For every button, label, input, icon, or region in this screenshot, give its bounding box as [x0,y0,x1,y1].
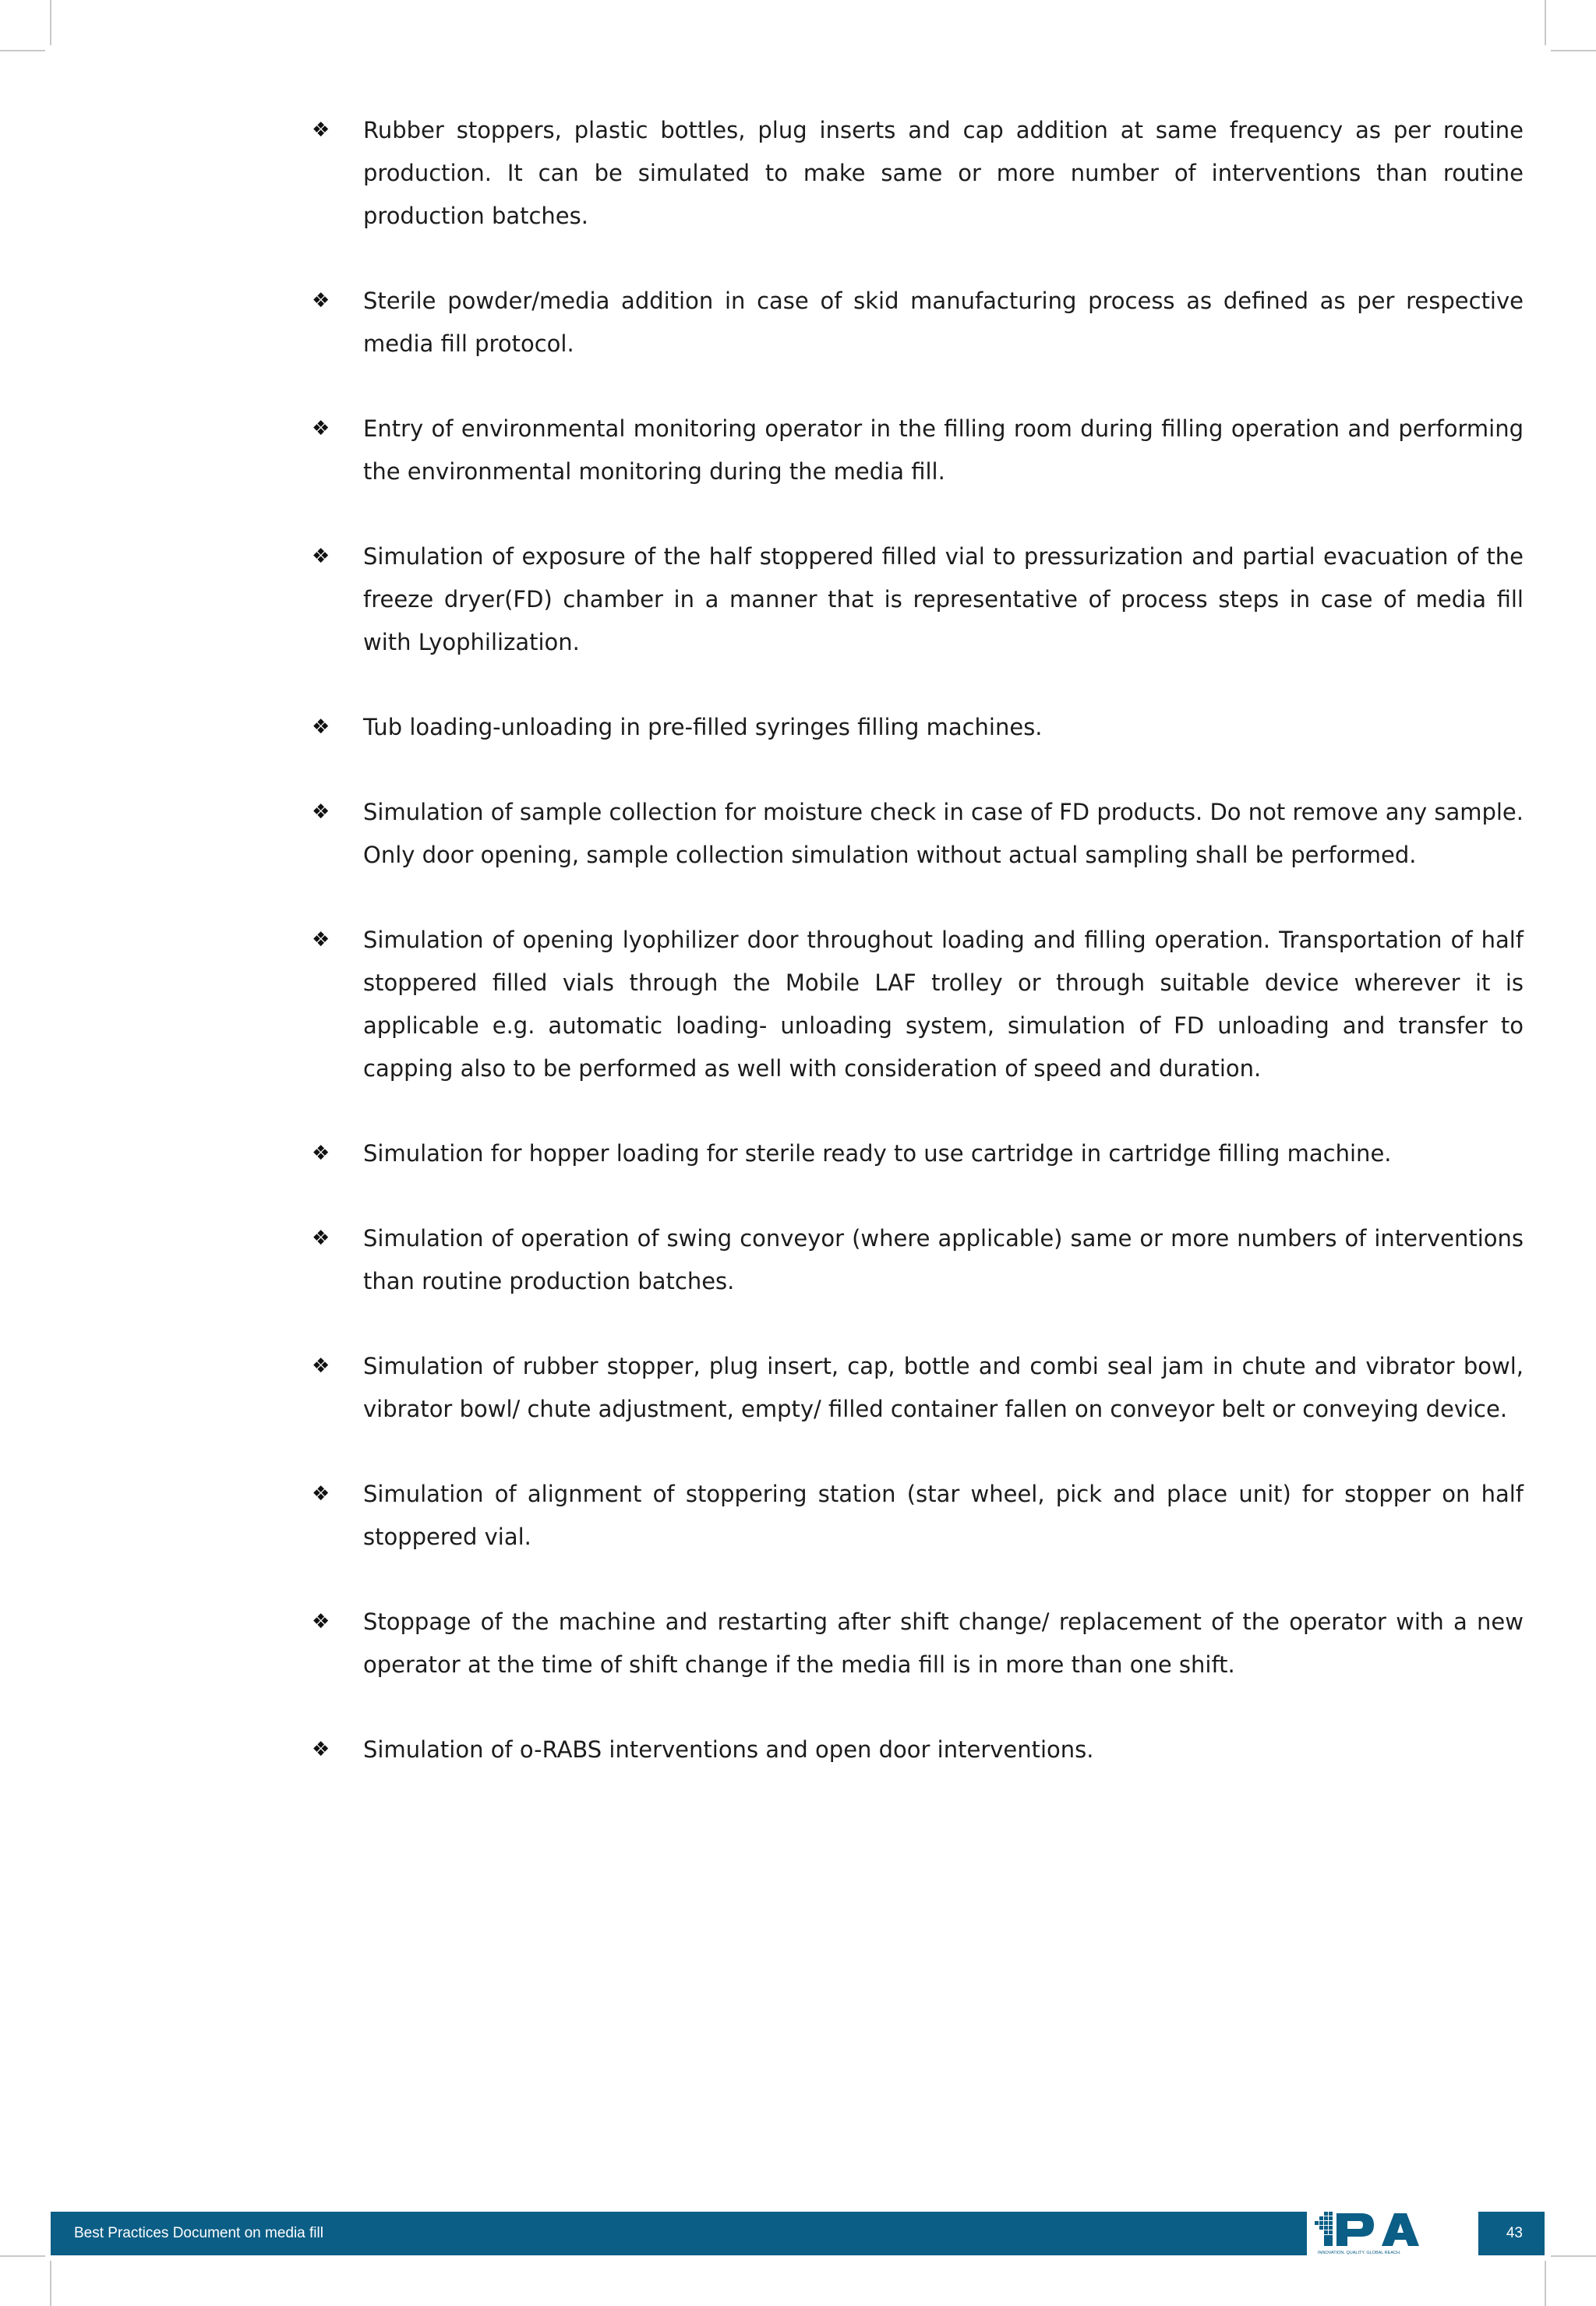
list-item-text: Simulation of opening lyophilizer door throughout loading and filling operation. Transportation of half stoppered filled vials through the Mobile LAF trolley or through suitable device wherever it is applicable e.g. automatic loading- unloading system, simulation of FD unloading and transfer to capping also to be performed as well with consideration of speed and duration. [363,927,1524,1082]
diamond-bullet-icon: ❖ [312,928,330,952]
diamond-bullet-icon: ❖ [312,1482,330,1506]
list-item [312,1729,1524,1771]
list-item [312,408,1524,493]
logo-tagline: INNOVATION. QUALITY. GLOBAL REACH. [1318,2251,1401,2255]
crop-mark [0,2255,45,2257]
diamond-bullet-icon: ❖ [312,1142,330,1165]
diamond-bullet-icon: ❖ [312,1738,330,1761]
crop-mark [1545,0,1546,45]
list-item-text: Simulation of operation of swing conveyor (where applicable) same or more numbers of interventions than routine production batches. [363,1225,1524,1294]
footer-bar [51,2212,1545,2255]
list-item [312,280,1524,365]
page-number: 43 [1506,2225,1523,2241]
crop-mark [1545,2261,1546,2306]
list-item-text: Stoppage of the machine and restarting after shift change/ replacement of the operator with a new operator at the time of shift change if the media fill is in more than one shift. [363,1609,1524,1678]
list-item [312,109,1524,238]
diamond-bullet-icon: ❖ [312,1354,330,1378]
diamond-bullet-icon: ❖ [312,1610,330,1633]
bullet-list [312,109,1524,1813]
list-item [312,791,1524,877]
list-item-text: Simulation of rubber stopper, plug insert, cap, bottle and combi seal jam in chute and vibrator bowl, vibrator bowl/ chute adjustment, empty/ filled container fallen on conveyor belt or conveying device. [363,1353,1524,1422]
list-item-text: Tub loading-unloading in pre-filled syringes filling machines. [363,714,1043,740]
list-item-text: Simulation for hopper loading for sterile ready to use cartridge in cartridge filling machine. [363,1140,1392,1167]
ipa-logo-mark [1307,2209,1478,2258]
list-item-text: Simulation of sample collection for moisture check in case of FD products. Do not remove any sample. Only door opening, sample collection simulation without actual sampling shall be performed. [363,799,1524,868]
diamond-bullet-icon: ❖ [312,545,330,568]
crop-mark [50,2261,51,2306]
list-item-text: Sterile powder/media addition in case of skid manufacturing process as defined as per respective media fill protocol. [363,288,1524,357]
crop-mark [1551,2255,1596,2257]
list-item [312,1473,1524,1559]
diamond-bullet-icon: ❖ [312,289,330,313]
list-item [312,535,1524,664]
list-item [312,1217,1524,1303]
list-item [312,1601,1524,1686]
diamond-bullet-icon: ❖ [312,715,330,739]
list-item-text: Simulation of exposure of the half stoppered filled vial to pressurization and partial evacuation of the freeze dryer(FD) chamber in a manner that is representative of process steps in case of media fill with Lyophilization. [363,543,1524,655]
list-item [312,919,1524,1090]
diamond-bullet-icon: ❖ [312,800,330,824]
list-item-text: Simulation of o-RABS interventions and open door interventions. [363,1736,1094,1763]
list-item [312,1132,1524,1175]
footer-document-title: Best Practices Document on media fill [74,2225,323,2241]
crop-mark [0,50,45,51]
crop-mark [1551,50,1596,51]
list-item [312,706,1524,749]
list-item-text: Entry of environmental monitoring operator in the filling room during filling operation and performing the environmental monitoring during the media fill. [363,415,1524,485]
list-item-text: Rubber stoppers, plastic bottles, plug inserts and cap addition at same frequency as per routine production. It can be simulated to make same or more number of interventions than routine production batches. [363,117,1524,229]
diamond-bullet-icon: ❖ [312,118,330,142]
list-item [312,1345,1524,1431]
ipa-logo [1307,2209,1478,2258]
crop-mark [50,0,51,45]
list-item-text: Simulation of alignment of stoppering station (star wheel, pick and place unit) for stopper on half stoppered vial. [363,1481,1524,1550]
diamond-bullet-icon: ❖ [312,417,330,440]
diamond-bullet-icon: ❖ [312,1227,330,1250]
